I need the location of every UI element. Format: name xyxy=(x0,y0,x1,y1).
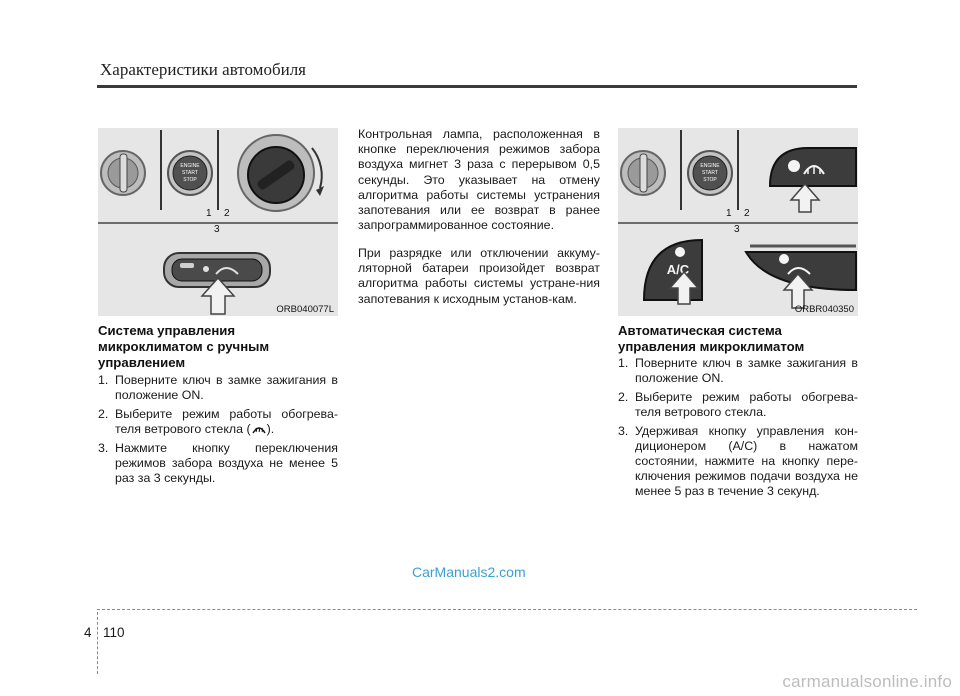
figure-code: ORB040077L xyxy=(276,304,334,315)
figure-code: ORBR040350 xyxy=(794,304,854,315)
step-text: Нажмите кнопку переключения режимов забора воздуха не менее 5 раз за 3 секунды. xyxy=(115,441,338,485)
footer-vertical-divider xyxy=(97,612,98,674)
auto-section-title: Автоматическая система управления микроклиматом xyxy=(618,323,805,354)
ignition-key-icon xyxy=(101,151,145,195)
step-text: Выберите режим работы обогрева-теля ветрового стекла ( xyxy=(115,407,338,436)
header-rule xyxy=(97,85,857,88)
engine-label: ENGINE xyxy=(700,163,720,169)
site-watermark: carmanualsonline.info xyxy=(782,672,952,691)
middle-paragraph-2: При разрядке или отключении аккуму-ляторной батареи произойдет возврат алгоритма работы системы устране-ния запотевания к исходным установ-кам. xyxy=(358,246,600,306)
step-text: Удерживая кнопку управления кон-диционером (A/C) в нажатом состоянии, нажмите на кнопку пере-ключения режимов подачи воздуха не менее 5 раз в течение 3 секунд. xyxy=(635,424,858,498)
figure-auto-climate xyxy=(618,128,858,316)
figure-manual-climate xyxy=(98,128,338,316)
list-item xyxy=(98,441,338,486)
footer-divider xyxy=(97,609,917,610)
engine-label: ENGINE xyxy=(180,163,200,169)
auto-steps-list xyxy=(618,356,858,503)
step-number: 3. xyxy=(98,441,109,455)
callout-3: 3 xyxy=(734,224,740,235)
manual-steps-list xyxy=(98,373,338,490)
step-number: 2. xyxy=(98,407,109,421)
middle-paragraph-1: Контрольная лампа, расположенная в кнопке переключения режимов забора воздуха мигнет 3 раза с перерывом 0,5 секунды. Это указывает на отмену алгоритма работы системы устранения запотевания или ее возврат в ранее запрограммированное состояние. xyxy=(358,127,600,233)
list-item xyxy=(618,424,858,499)
start-stop-button-icon xyxy=(168,151,212,195)
front-defrost-button-icon xyxy=(770,148,856,186)
windshield-defrost-icon xyxy=(251,423,267,435)
callout-2: 2 xyxy=(224,208,230,219)
carmanuals-watermark-link[interactable]: CarManuals2.com xyxy=(412,564,526,580)
step-number: 2. xyxy=(618,390,629,404)
start-label: START xyxy=(702,170,718,176)
footer-section-number: 4 xyxy=(84,625,92,640)
list-item xyxy=(618,390,858,420)
step-text-end: ). xyxy=(266,422,275,436)
manual-section-title: Система управления микроклиматом с ручным управлением xyxy=(98,323,270,370)
page-header-title: Характеристики автомобиля xyxy=(100,60,306,79)
start-stop-button-icon xyxy=(688,151,732,195)
step-number: 1. xyxy=(618,356,629,370)
step-text: Поверните ключ в замке зажигания в положение ON. xyxy=(115,373,338,402)
start-label: START xyxy=(182,170,198,176)
callout-1: 1 xyxy=(726,208,732,219)
ignition-key-icon xyxy=(621,151,665,195)
ac-label: A/C xyxy=(666,262,690,277)
callout-3: 3 xyxy=(214,224,220,235)
callout-2: 2 xyxy=(744,208,750,219)
step-text: Поверните ключ в замке зажигания в положение ON. xyxy=(635,356,858,385)
step-number: 3. xyxy=(618,424,629,438)
figure-manual-climate-art xyxy=(98,128,338,316)
callout-1: 1 xyxy=(206,208,212,219)
list-item xyxy=(98,373,338,403)
list-item xyxy=(98,407,338,437)
stop-label: STOP xyxy=(703,177,717,183)
step-text: Выберите режим работы обогрева-теля ветрового стекла. xyxy=(635,390,858,419)
figure-auto-climate-art xyxy=(618,128,858,316)
footer-page-number: 110 xyxy=(103,625,125,640)
list-item xyxy=(618,356,858,386)
step-number: 1. xyxy=(98,373,109,387)
stop-label: STOP xyxy=(183,177,197,183)
